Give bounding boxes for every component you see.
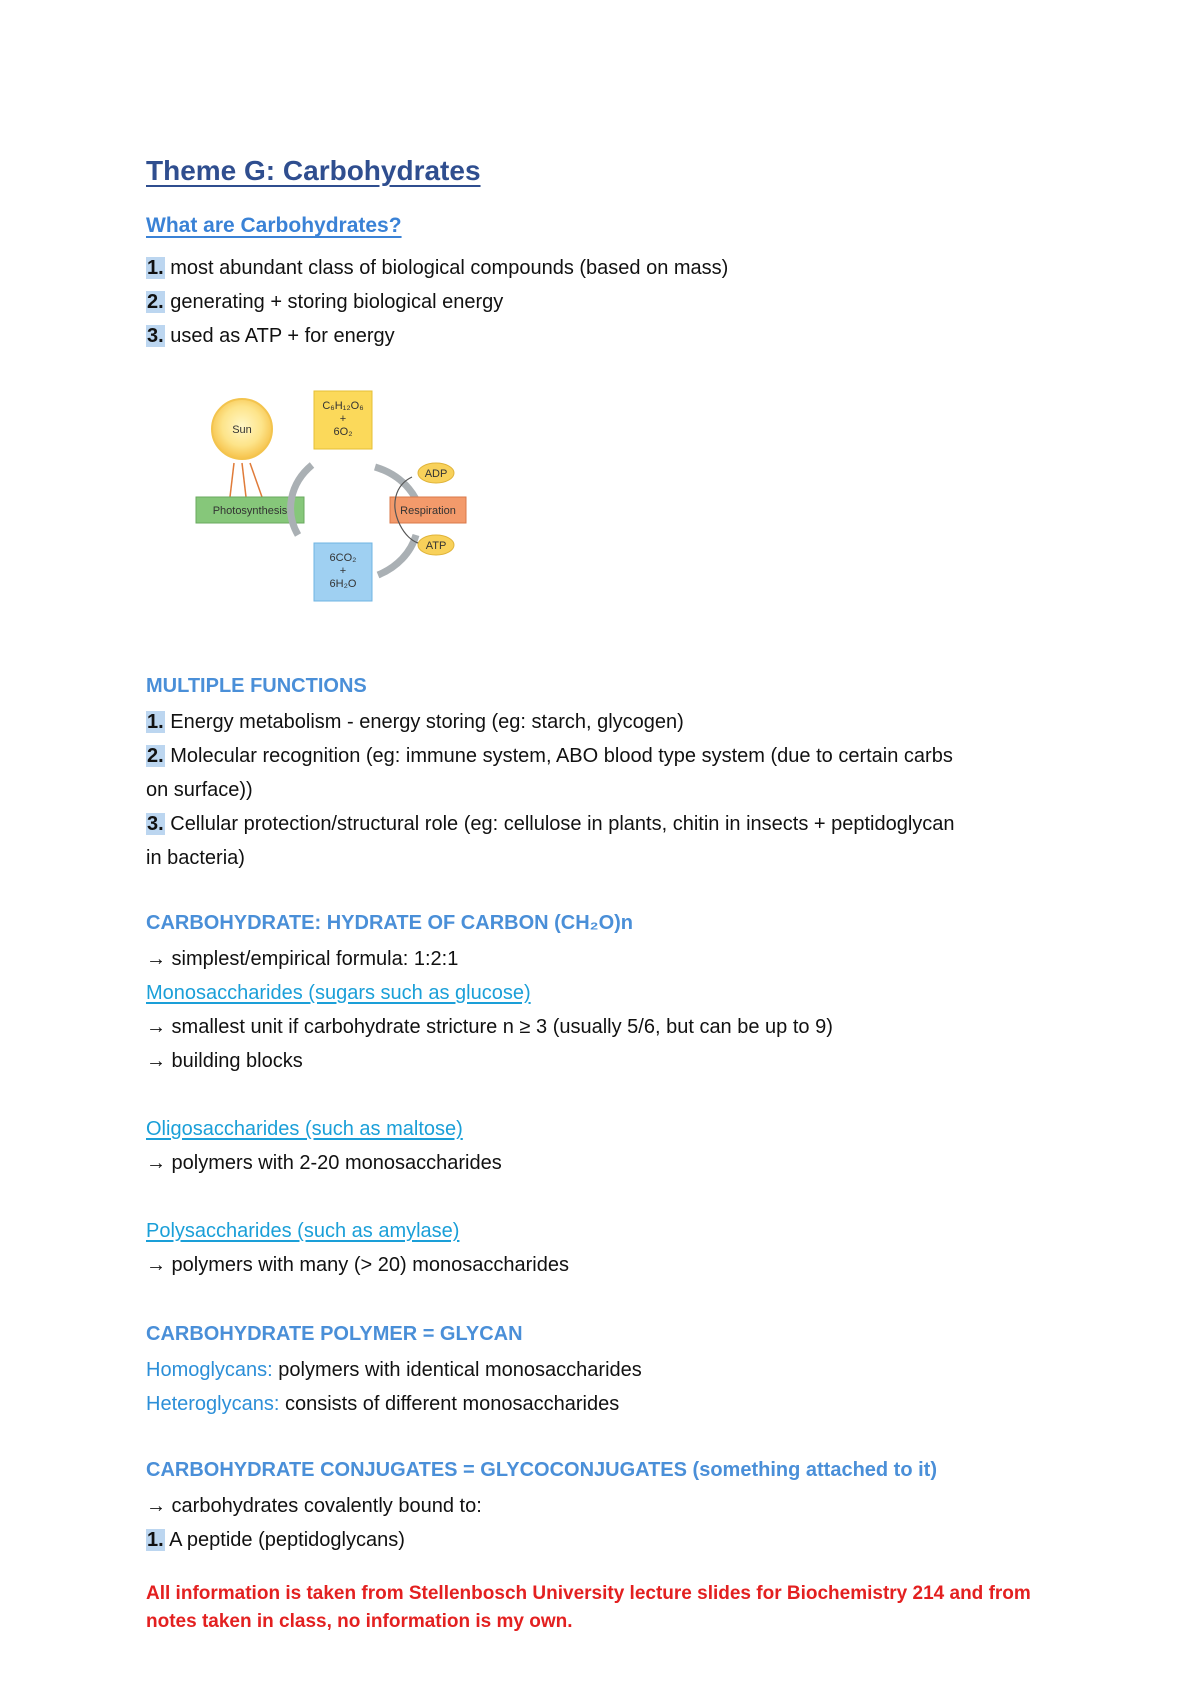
hydrate-heading: CARBOHYDRATE: HYDRATE OF CARBON (CH₂O)n: [146, 912, 634, 934]
glycan-heading: CARBOHYDRATE POLYMER = GLYCAN: [146, 1323, 523, 1345]
mono-detail-2: → building blocks: [146, 1050, 303, 1072]
mono-detail-1: → smallest unit if carbohydrate stricture n ≥ 3 (usually 5/6, but can be up to 9): [146, 1016, 833, 1038]
section-subtitle: What are Carbohydrates?: [146, 214, 402, 237]
sun-label: Sun: [232, 424, 252, 436]
conjugates-item-1: 1. A peptide (peptidoglycans): [147, 1529, 405, 1551]
list-text: generating + storing biological energy: [164, 291, 504, 313]
function-item-3: 3. Cellular protection/structural role (eg: cellulose in plants, chitin in insects + peptidoglycan: [147, 813, 955, 835]
homoglycans-term: Homoglycans:: [146, 1359, 273, 1381]
formula-line: → simplest/empirical formula: 1:2:1: [146, 948, 459, 970]
svg-text:+: +: [339, 565, 347, 577]
list-number: 1.: [147, 711, 164, 733]
function-item-2-continued: on surface)): [146, 779, 253, 801]
intro-item-3: [146, 323, 395, 349]
oligosaccharides-heading: Oligosaccharides (such as maltose): [146, 1118, 463, 1140]
svg-text:+: +: [339, 413, 347, 425]
function-item-3-continued: in bacteria): [146, 847, 245, 869]
heteroglycans-line: Heteroglycans: consists of different monosaccharides: [146, 1393, 620, 1415]
conjugates-line: → carbohydrates covalently bound to:: [146, 1495, 482, 1517]
list-text: used as ATP + for energy: [164, 325, 395, 347]
list-number: 2.: [147, 291, 164, 313]
svg-text:C₆H₁₂O₆: C₆H₁₂O₆: [322, 400, 364, 412]
list-text: most abundant class of biological compounds (based on mass): [164, 257, 729, 279]
svg-text:ADP: ADP: [424, 468, 448, 480]
list-number: 3.: [147, 325, 164, 347]
energy-cycle-diagram: [190, 385, 490, 605]
svg-text:ATP: ATP: [425, 540, 447, 552]
list-number: 1.: [147, 1529, 164, 1551]
page-title: Theme G: Carbohydrates: [146, 155, 481, 186]
svg-text:6O₂: 6O₂: [333, 426, 353, 438]
list-number: 2.: [147, 745, 164, 767]
poly-detail: → polymers with many (> 20) monosaccharides: [146, 1254, 569, 1276]
source-disclaimer: All information is taken from Stellenbosch University lecture slides for Biochemistry 214 and from notes taken in class, no information is my own.: [146, 1583, 1031, 1632]
respiration-label: Respiration: [400, 505, 456, 517]
multiple-functions-heading: MULTIPLE FUNCTIONS: [146, 675, 367, 697]
monosaccharides-heading: Monosaccharides (sugars such as glucose): [146, 982, 531, 1004]
svg-text:6CO₂: 6CO₂: [329, 552, 357, 564]
homoglycans-line: Homoglycans: polymers with identical monosaccharides: [146, 1359, 642, 1381]
conjugates-heading: CARBOHYDRATE CONJUGATES = GLYCOCONJUGATES (something attached to it): [146, 1459, 937, 1481]
svg-text:6H₂O: 6H₂O: [329, 578, 357, 590]
intro-item-2: [146, 289, 503, 315]
function-item-1: 1. Energy metabolism - energy storing (eg: starch, glycogen): [147, 711, 684, 733]
polysaccharides-heading: Polysaccharides (such as amylase): [146, 1220, 460, 1242]
oligo-detail: → polymers with 2-20 monosaccharides: [146, 1152, 502, 1174]
list-number: 3.: [147, 813, 164, 835]
intro-item-1: [146, 255, 728, 281]
heteroglycans-term: Heteroglycans:: [146, 1393, 280, 1415]
photosynthesis-label: Photosynthesis: [212, 505, 288, 517]
list-number: 1.: [147, 257, 164, 279]
function-item-2: 2. Molecular recognition (eg: immune system, ABO blood type system (due to certain carbs: [147, 745, 953, 767]
